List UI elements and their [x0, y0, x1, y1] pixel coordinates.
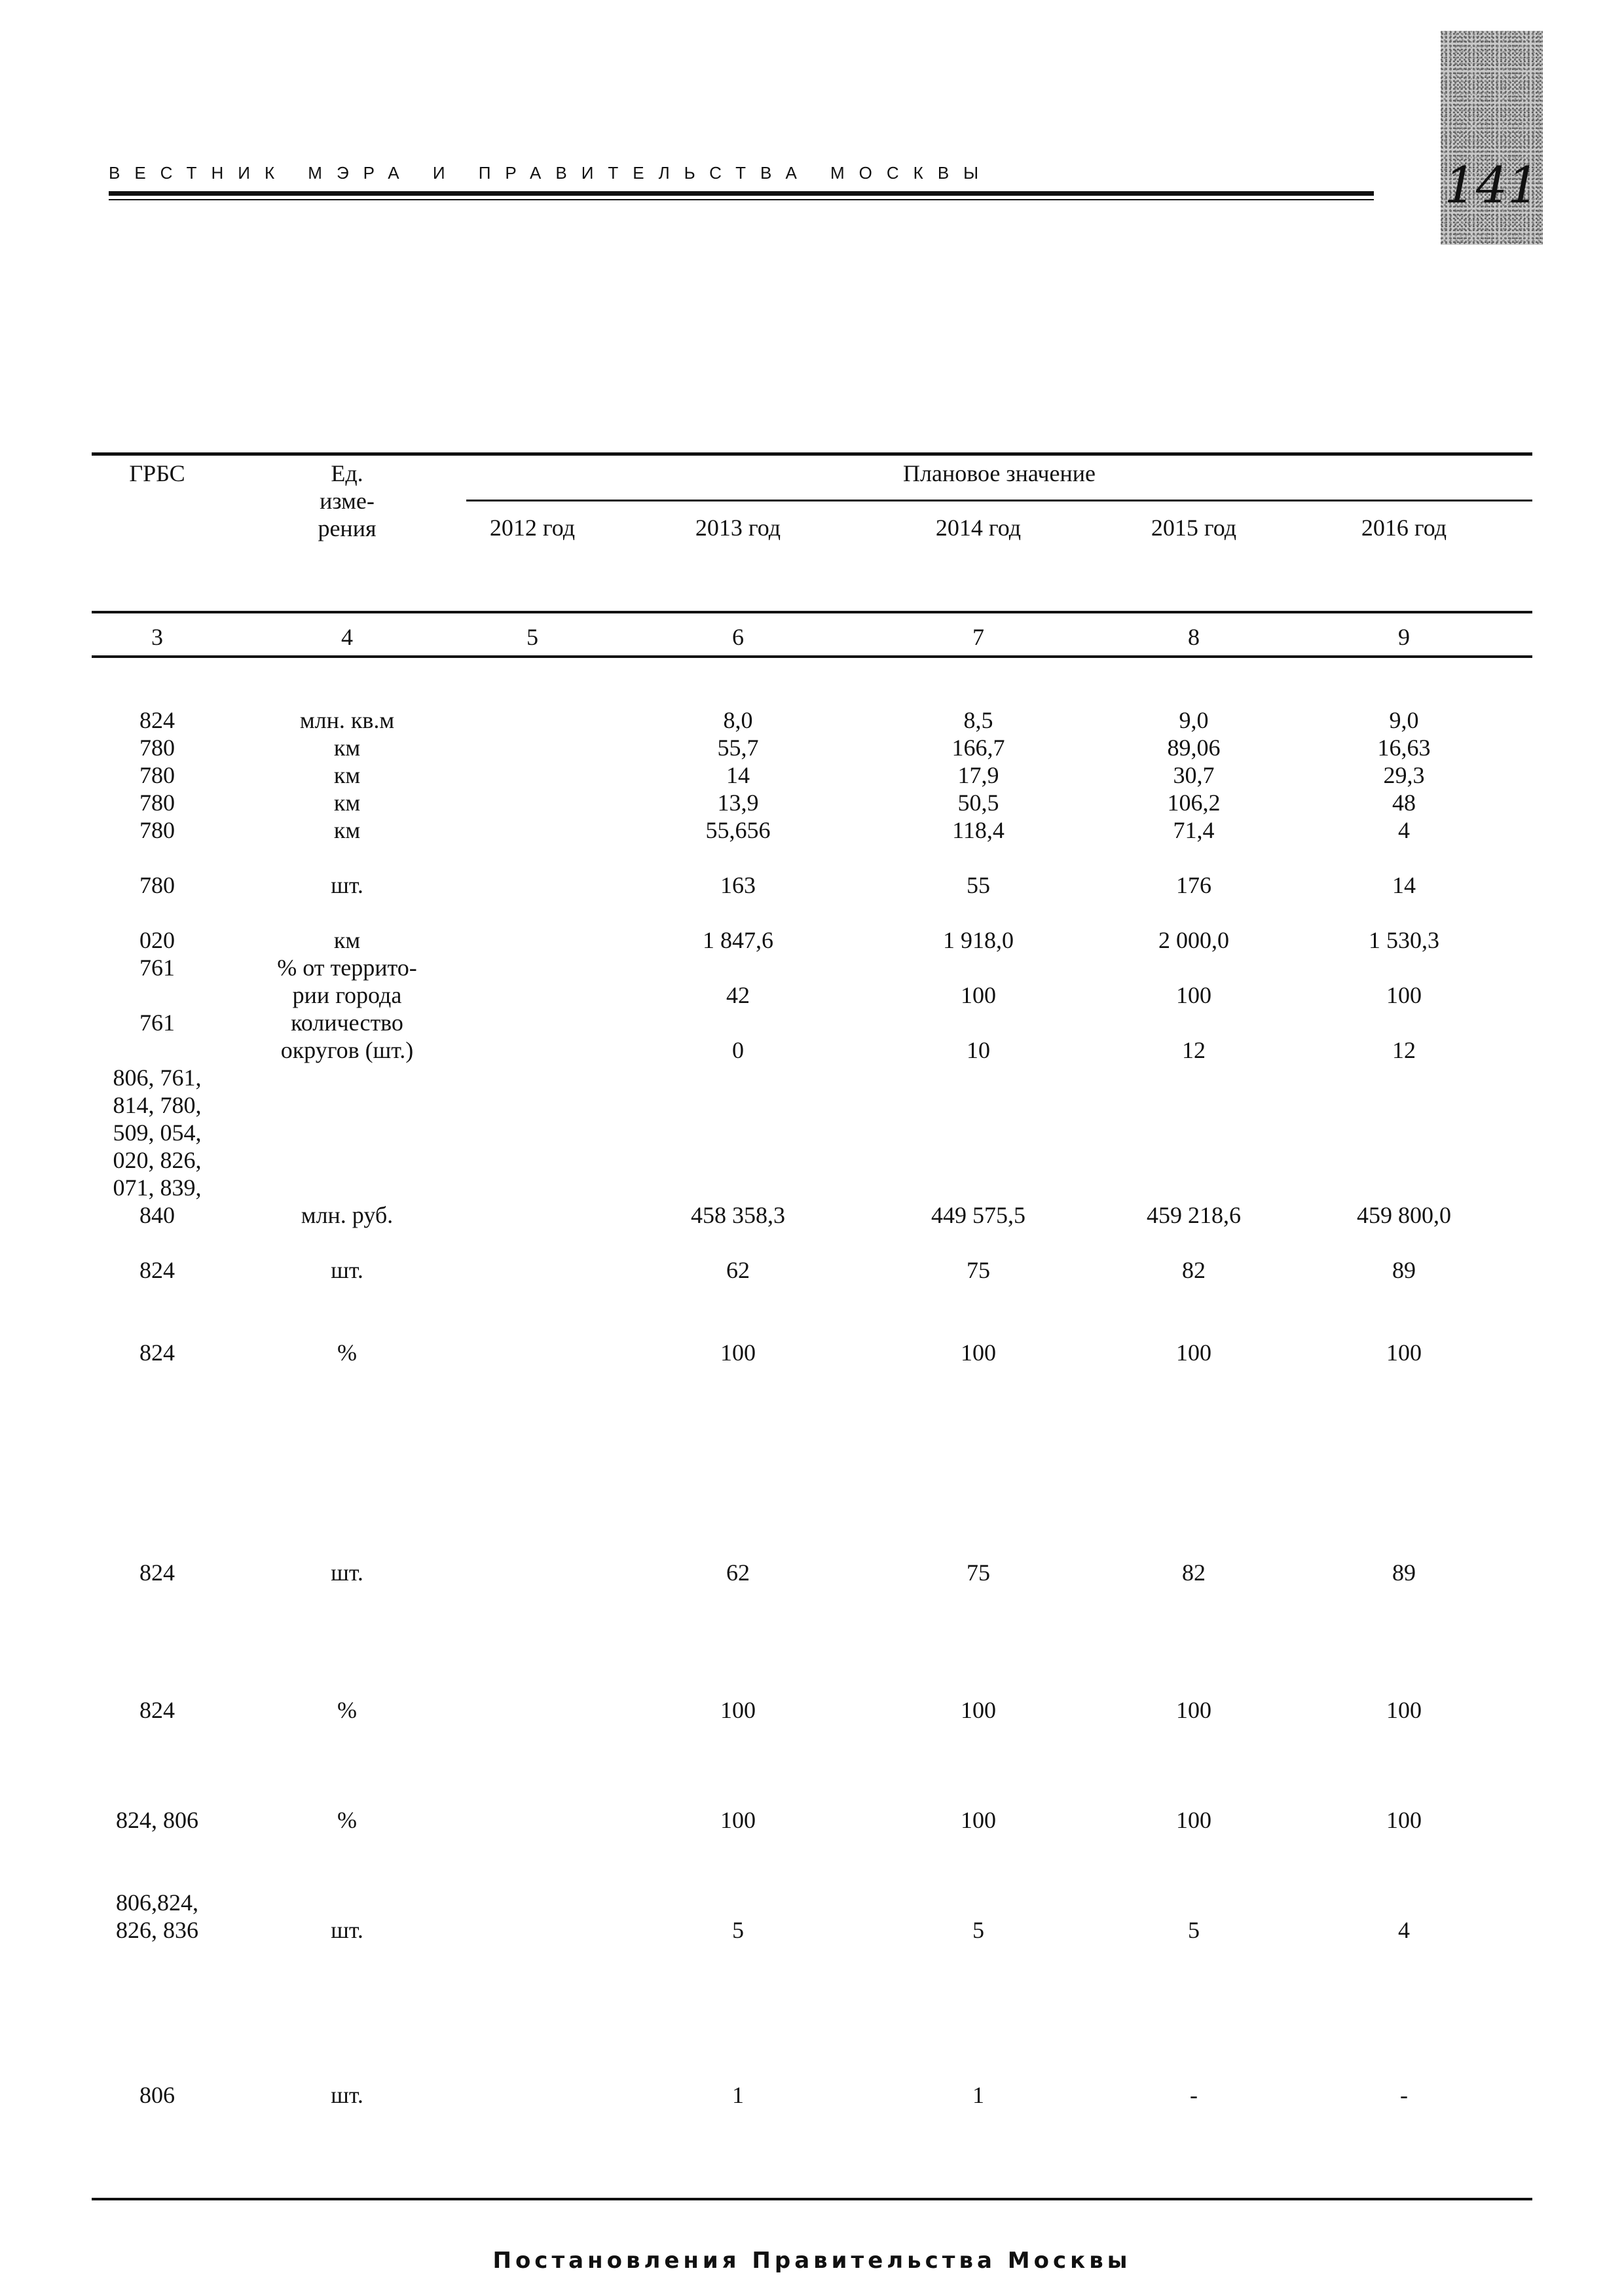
cell-2014: 449 575,5: [931, 1202, 1025, 1228]
cell-2016: 16,63: [1377, 735, 1431, 761]
cell-2015: 176: [1176, 872, 1211, 898]
cell-2013: 458 358,3: [691, 1202, 785, 1228]
cell-grbs: 824: [139, 1257, 175, 1283]
cell-2015: 100: [1176, 982, 1211, 1008]
cell-unit: км: [333, 762, 361, 788]
cell-2015: 9,0: [1179, 707, 1209, 733]
cell-2014: 100: [961, 1697, 996, 1723]
cell-unit: шт.: [331, 1917, 363, 1943]
cell-unit: шт.: [331, 1559, 363, 1586]
cell-grbs: 780: [139, 790, 175, 816]
cell-unit: км: [333, 790, 361, 816]
year-header-2014: 2014 год: [935, 515, 1022, 541]
cell-2015: 89,06: [1167, 735, 1221, 761]
header-rule-thin: [109, 199, 1374, 200]
cell-2016: 89: [1392, 1559, 1416, 1586]
cell-2013: 1 847,6: [703, 927, 773, 953]
cell-2016: -: [1400, 2082, 1408, 2108]
column-number-3: 3: [151, 624, 163, 650]
cell-2014: 1: [972, 2082, 984, 2108]
cell-2013: 62: [726, 1257, 750, 1283]
column-number-4: 4: [341, 624, 353, 650]
cell-2013: 100: [720, 1807, 756, 1833]
cell-grbs: 780: [139, 762, 175, 788]
cell-2015: 30,7: [1173, 762, 1215, 788]
cell-2014: 55: [967, 872, 990, 898]
cell-2016: 100: [1386, 982, 1422, 1008]
cell-unit: км: [333, 927, 361, 953]
cell-grbs: 806,824, 826, 836: [116, 1889, 198, 1943]
cell-2015: -: [1190, 2082, 1198, 2108]
column-header-unit: Ед. изме- рения: [318, 460, 377, 541]
cell-grbs: 761: [139, 955, 175, 981]
year-header-2013: 2013 год: [695, 515, 781, 541]
table-top-rule: [92, 452, 1532, 456]
cell-2013: 100: [720, 1339, 756, 1366]
cell-2015: 100: [1176, 1339, 1211, 1366]
cell-2015: 106,2: [1167, 790, 1221, 816]
column-number-9: 9: [1398, 624, 1410, 650]
cell-2015: 12: [1182, 1037, 1206, 1063]
column-number-7: 7: [972, 624, 984, 650]
cell-unit: млн. кв.м: [299, 707, 395, 733]
cell-2014: 166,7: [951, 735, 1005, 761]
cell-2015: 2 000,0: [1158, 927, 1229, 953]
cell-2014: 100: [961, 982, 996, 1008]
cell-2015: 459 218,6: [1147, 1202, 1241, 1228]
cell-unit: млн. руб.: [301, 1202, 394, 1228]
cell-2014: 50,5: [957, 790, 999, 816]
cell-grbs: 020: [139, 927, 175, 953]
cell-2013: 1: [732, 2082, 744, 2108]
cell-grbs: 824: [139, 707, 175, 733]
cell-2013: 55,656: [705, 817, 771, 843]
cell-2014: 1 918,0: [943, 927, 1014, 953]
footer-section-title: Постановления Правительства Москвы: [492, 2248, 1132, 2274]
cell-2013: 14: [726, 762, 750, 788]
cell-2014: 75: [967, 1257, 990, 1283]
cell-unit: %: [337, 1807, 357, 1833]
cell-2016: 1 530,3: [1369, 927, 1439, 953]
cell-unit: шт.: [331, 2082, 363, 2108]
cell-2016: 9,0: [1389, 707, 1419, 733]
column-number-6: 6: [732, 624, 744, 650]
column-number-5: 5: [526, 624, 538, 650]
cell-2014: 17,9: [957, 762, 999, 788]
cell-2014: 100: [961, 1339, 996, 1366]
cell-2013: 163: [720, 872, 756, 898]
cell-2015: 100: [1176, 1807, 1211, 1833]
cell-2014: 5: [972, 1917, 984, 1943]
cell-2013: 13,9: [717, 790, 759, 816]
column-header-grbs: ГРБС: [129, 460, 185, 486]
cell-grbs: 806, 761, 814, 780, 509, 054, 020, 826, 071, 839, 840: [113, 1065, 202, 1228]
cell-2013: 8,0: [723, 707, 753, 733]
cell-grbs: 824, 806: [116, 1807, 198, 1833]
cell-2013: 0: [732, 1037, 744, 1063]
cell-2015: 82: [1182, 1559, 1206, 1586]
cell-grbs: 824: [139, 1697, 175, 1723]
cell-2015: 82: [1182, 1257, 1206, 1283]
cell-2016: 100: [1386, 1807, 1422, 1833]
colnum-bottom-rule: [92, 655, 1532, 658]
cell-grbs: 780: [139, 817, 175, 843]
cell-2013: 5: [732, 1917, 744, 1943]
cell-grbs: 824: [139, 1339, 175, 1366]
year-header-2012: 2012 год: [489, 515, 576, 541]
cell-grbs: 780: [139, 735, 175, 761]
cell-2016: 14: [1392, 872, 1416, 898]
header-bottom-rule: [92, 611, 1532, 613]
cell-2014: 75: [967, 1559, 990, 1586]
cell-2016: 100: [1386, 1697, 1422, 1723]
planned-subheader-rule: [466, 500, 1532, 501]
cell-2016: 89: [1392, 1257, 1416, 1283]
cell-2013: 62: [726, 1559, 750, 1586]
cell-unit: %: [337, 1339, 357, 1366]
cell-2016: 459 800,0: [1357, 1202, 1451, 1228]
cell-grbs: 806: [139, 2082, 175, 2108]
page-number: 141: [1444, 156, 1540, 214]
table-bottom-rule: [92, 2198, 1532, 2200]
column-header-planned-value: Плановое значение: [903, 460, 1096, 486]
cell-2016: 48: [1392, 790, 1416, 816]
year-header-2016: 2016 год: [1361, 515, 1447, 541]
cell-unit: % от террито- рии города: [277, 955, 417, 1008]
cell-unit: %: [337, 1697, 357, 1723]
year-header-2015: 2015 год: [1151, 515, 1237, 541]
cell-2016: 12: [1392, 1037, 1416, 1063]
cell-unit: шт.: [331, 1257, 363, 1283]
cell-2016: 4: [1398, 817, 1410, 843]
cell-unit: км: [333, 817, 361, 843]
cell-2016: 29,3: [1383, 762, 1425, 788]
cell-2015: 100: [1176, 1697, 1211, 1723]
cell-unit: количество округов (шт.): [280, 1010, 414, 1063]
cell-2013: 55,7: [717, 735, 759, 761]
cell-2014: 10: [967, 1037, 990, 1063]
cell-grbs: 780: [139, 872, 175, 898]
cell-2014: 100: [961, 1807, 996, 1833]
cell-2014: 8,5: [963, 707, 993, 733]
cell-2016: 100: [1386, 1339, 1422, 1366]
cell-unit: км: [333, 735, 361, 761]
cell-grbs: 761: [139, 1010, 175, 1036]
cell-unit: шт.: [331, 872, 363, 898]
header-rule-thick: [109, 191, 1374, 196]
cell-2016: 4: [1398, 1917, 1410, 1943]
cell-2014: 118,4: [952, 817, 1005, 843]
cell-2013: 100: [720, 1697, 756, 1723]
column-number-8: 8: [1188, 624, 1200, 650]
cell-2015: 71,4: [1173, 817, 1215, 843]
journal-title: ВЕСТНИК МЭРА И ПРАВИТЕЛЬСТВА МОСКВЫ: [109, 163, 993, 183]
cell-2013: 42: [726, 982, 750, 1008]
cell-2015: 5: [1188, 1917, 1200, 1943]
cell-grbs: 824: [139, 1559, 175, 1586]
